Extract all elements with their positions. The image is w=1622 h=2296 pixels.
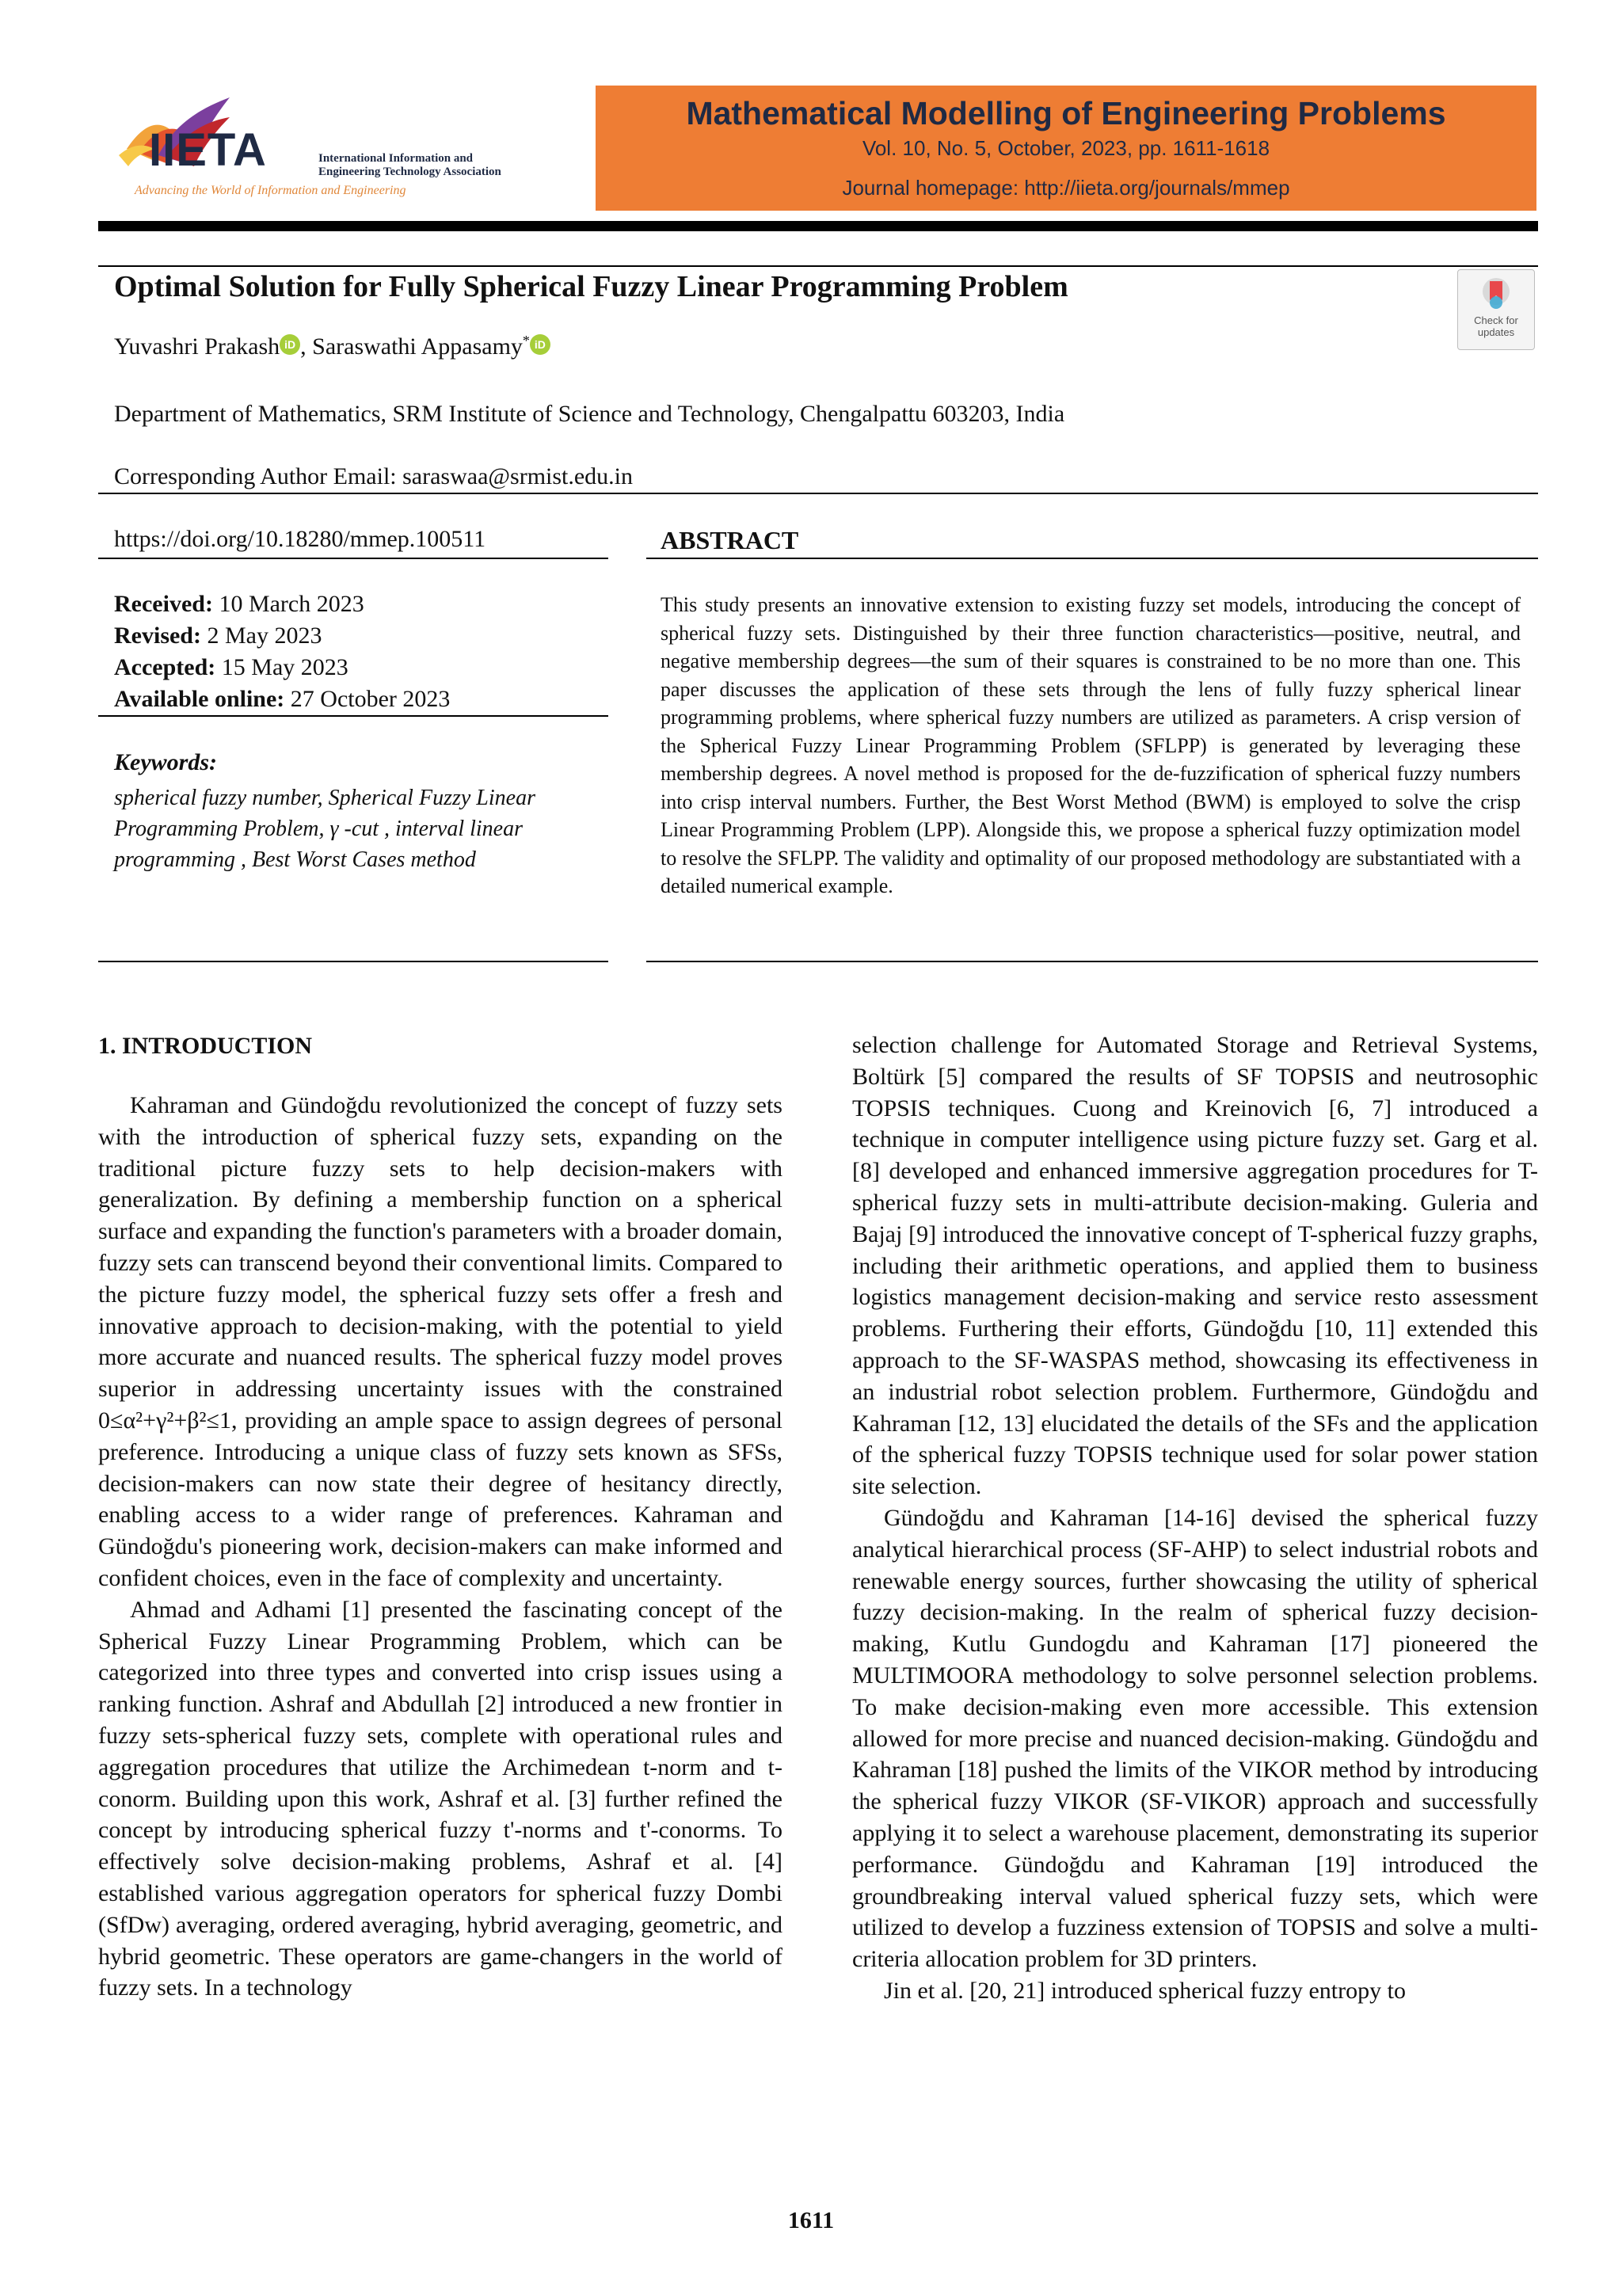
author-name[interactable]: Saraswathi Appasamy — [312, 333, 523, 360]
paragraph: Ahmad and Adhami [1] presented the fascinating concept of the Spherical Fuzzy Linear Programming Problem, which can be categorized into three types and converted into crisp issues using a ranking function. Ashraf and Abdullah [2] introduced a new frontier in fuzzy sets-spherical fuzzy sets, complete with operational rules and aggregation procedures that utilize the Archimedean t-norm and t-conorm. Building upon this work, Ashraf et al. [3] further refined the concept by introducing spherical fuzzy t'-norms and t'-conorms. To effectively solve decision-making problems, Ashraf et al. [4] established various aggregation operators for spherical fuzzy Dombi (SfDw) averaging, ordered averaging, hybrid averaging, geometric, and hybrid geometric. These operators are game-changers in the world of fuzzy sets. In a technology — [98, 1596, 782, 2001]
revised-date: Revised: 2 May 2023 — [114, 623, 322, 649]
crossmark-label: Check for updates — [1474, 314, 1518, 338]
author-separator: , — [300, 333, 313, 360]
keywords-heading: Keywords: — [114, 749, 217, 775]
paper-title: Optimal Solution for Fully Spherical Fuzzy Linear Programming Problem — [114, 270, 1068, 303]
publisher-name-line2: Engineering Technology Association — [318, 166, 501, 178]
keywords: spherical fuzzy number, Spherical Fuzzy Linear Programming Problem, γ -cut , interval linear programming , Best Worst Cases method — [114, 786, 535, 872]
check-for-updates-button[interactable] — [1457, 269, 1535, 350]
publisher-logo — [111, 93, 523, 204]
section-heading: 1. INTRODUCTION — [98, 1033, 313, 1059]
received-date: Received: 10 March 2023 — [114, 591, 364, 617]
abstract-heading: ABSTRACT — [661, 526, 799, 554]
body-column-right — [852, 1030, 1538, 2007]
publisher-tagline: Advancing the World of Information and Engineering — [135, 184, 406, 197]
doi-link[interactable]: https://doi.org/10.18280/mmep.100511 — [114, 526, 486, 552]
corresponding-author-email[interactable]: Corresponding Author Email: saraswaa@srmist.edu.in — [114, 463, 634, 489]
orcid-icon[interactable]: iD — [530, 334, 550, 355]
crossmark-icon — [1481, 276, 1511, 311]
header-divider — [98, 221, 1538, 231]
accepted-date: Accepted: 15 May 2023 — [114, 654, 348, 680]
title-bottom-rule — [98, 493, 1538, 494]
journal-volume: Vol. 10, No. 5, October, 2023, pp. 1611-1618 — [862, 136, 1270, 160]
authors — [114, 333, 550, 360]
publisher-name-line1: International Information and — [318, 152, 474, 165]
body-column-left — [98, 1090, 782, 2004]
affiliation: Department of Mathematics, SRM Institute of Science and Technology, Chengalpattu 603203, India — [114, 401, 1065, 427]
journal-header-box — [596, 86, 1536, 211]
logo-wordmark: IIETA — [149, 124, 267, 176]
paragraph: Jin et al. [20, 21] introduced spherical fuzzy entropy to — [884, 1977, 1406, 2004]
paragraph: Kahraman and Gündoğdu revolutionized the concept of fuzzy sets with the introduction of spherical fuzzy sets, expanding on the traditional picture fuzzy sets to help decision-makers with generalization. By defining a membership function on a spherical surface and expanding the function's parameters with a broader domain, fuzzy sets can transcend beyond their conventional limits. Compared to the picture fuzzy model, the spherical fuzzy sets offer a fresh and innovative approach to decision-making, with the potential to yield more accurate and nuanced results. The spherical fuzzy model proves superior in addressing uncertainty issues with the constrained 0≤α²+γ²+β²≤1, providing an ample space to assign degrees of personal preference. Introducing a unique class of fuzzy sets known as SFSs, decision-makers can now state their degree of hesitancy directly, enabling access to a wider range of preferences. Kahraman and Gündoğdu's pioneering work, decision-makers can make informed and confident choices, even in the face of complexity and uncertainty. — [98, 1092, 782, 1591]
paragraph: selection challenge for Automated Storage and Retrieval Systems, Boltürk [5] compared the results of SF TOPSIS and neutrosophic TOPSIS techniques. Cuong and Kreinovich [6, 7] introduced a technique in computer intelligence using picture fuzzy set. Garg et al. [8] developed and enhanced immersive aggregation procedures for T-spherical fuzzy sets in multi-attribute decision-making. Guleria and Bajaj [9] introduced the innovative concept of T-spherical fuzzy graphs, including their arithmetic operations, and applied them to business logistics management decision-making and service resto assessment problems. Furthering their efforts, Gündoğdu [10, 11] extended this approach to the SF-WASPAS method, showcasing its effectiveness in an industrial robot selection problem. Furthermore, Gündoğdu and Kahraman [12, 13] elucidated the details of the SFs and the application of the spherical fuzzy TOPSIS technique used for solar power station site selection. — [852, 1032, 1538, 1500]
info-rule — [98, 715, 608, 717]
info-rule — [98, 961, 608, 962]
journal-title: Mathematical Modelling of Engineering Problems — [686, 95, 1446, 131]
publisher-name — [318, 152, 501, 179]
info-rule — [98, 558, 608, 559]
author-name[interactable]: Yuvashri Prakash — [114, 333, 280, 360]
title-top-rule — [98, 265, 1538, 267]
paragraph: Gündoğdu and Kahraman [14-16] devised the spherical fuzzy analytical hierarchical process (SF-AHP) to select industrial robots and renewable energy sources, further showcasing the utility of spherical fuzzy decision-making. In the realm of spherical fuzzy decision-making, Kutlu Gundogdu and Kahraman [17] pioneered the MULTIMOORA methodology to solve personnel selection problems. To make decision-making even more accessible. This extension allowed for more precise and nuanced decision-making. Gündoğdu and Kahraman [18] pushed the limits of the VIKOR method by introducing the spherical fuzzy VIKOR (SF-VIKOR) approach and successfully applying it to select a warehouse placement, demonstrating its superior performance. Gündoğdu and Kahraman [19] introduced the groundbreaking interval valued spherical fuzzy sets, which were utilized to develop a fuzziness extension of TOPSIS and solve a multi-criteria allocation problem for 3D printers. — [852, 1504, 1538, 1973]
page-number: 1611 — [787, 2207, 835, 2233]
orcid-icon[interactable]: iD — [280, 334, 300, 355]
abstract-rule — [646, 961, 1538, 962]
available-online-date: Available online: 27 October 2023 — [114, 686, 451, 712]
journal-homepage-link[interactable]: Journal homepage: http://iieta.org/journals/mmep — [842, 176, 1290, 200]
corresponding-mark: * — [522, 333, 530, 348]
abstract-text: This study presents an innovative extension to existing fuzzy set models, introducing the concept of spherical fuzzy sets. Distinguished by their three function characteristics—positive, neutral, and negative membership degrees—the sum of their squares is constrained to be no more than one. This paper discusses the application of these sets through the lens of fully fuzzy spherical linear programming problems, where spherical fuzzy numbers are utilized as parameters. A crisp version of the Spherical Fuzzy Linear Programming Problem (SFLPP) is generated by leveraging these membership degrees. A novel method is proposed for the de-fuzzification of spherical fuzzy numbers into crisp interval numbers. Further, the Best Worst Method (BWM) is employed to solve the crisp Linear Programming Problem (LPP). Alongside this, we propose a spherical fuzzy optimization model to resolve the SFLPP. The validity and optimality of our proposed methodology are substantiated with a detailed numerical example. — [661, 593, 1521, 897]
abstract-rule — [646, 558, 1538, 559]
